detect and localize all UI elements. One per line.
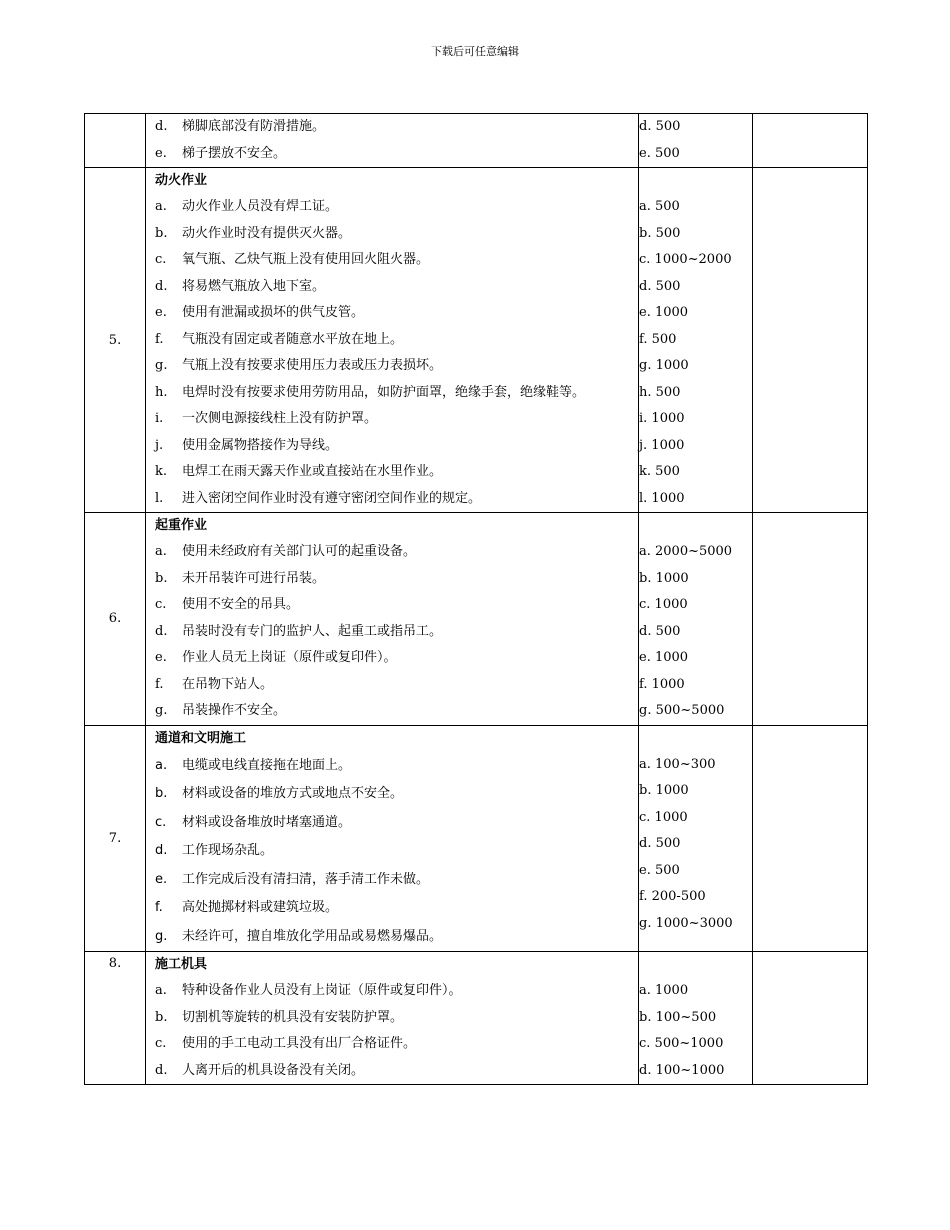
list-item: f. 气瓶没有固定或者随意水平放在地上。 xyxy=(155,331,404,347)
page-header: 下载后可任意编辑 xyxy=(431,45,519,58)
list-item: j. 使用金属物搭接作为导线。 xyxy=(155,437,339,453)
list-item: d. 人离开后的机具设备没有关闭。 xyxy=(155,1062,365,1078)
row-number: 8. xyxy=(85,952,146,1085)
list-item: i. 一次侧电源接线柱上没有防护罩。 xyxy=(155,411,378,426)
list-item: c. 使用的手工电动工具没有出厂合格证件。 xyxy=(155,1036,417,1051)
row-content xyxy=(146,725,639,952)
list-item: g. 气瓶上没有按要求使用压力表或压力表损坏。 xyxy=(155,358,443,373)
list-item: g. 未经许可，擅自堆放化学用品或易燃易爆品。 xyxy=(155,928,443,944)
list-item: a. 使用未经政府有关部门认可的起重设备。 xyxy=(155,544,417,559)
row-number: 7. xyxy=(85,725,146,952)
list-item: e. 使用有泄漏或损坏的供气皮管。 xyxy=(155,305,365,320)
table-row xyxy=(85,725,868,952)
list-item: a. 动火作业人员没有焊工证。 xyxy=(155,199,339,214)
row-content xyxy=(146,952,639,1085)
list-item: b. 材料或设备的堆放方式或地点不安全。 xyxy=(155,786,404,801)
list-item: d. 将易燃气瓶放入地下室。 xyxy=(155,278,326,294)
row-number: 5. xyxy=(85,168,146,513)
list-item: a. 电缆或电线直接拖在地面上。 xyxy=(155,757,352,773)
list-item: e. 作业人员无上岗证（原件或复印件）。 xyxy=(155,650,397,665)
section-title: 起重作业 xyxy=(155,518,208,533)
list-item: b. 未开吊装许可进行吊装。 xyxy=(155,570,326,586)
row-content xyxy=(146,168,639,513)
row-points: a. 2000~5000 b. 1000 c. 1000 d. 500 e. 1000 f. 1000 g. 500~5000 xyxy=(639,513,753,726)
list-item: g. 吊装操作不安全。 xyxy=(155,703,287,718)
section-title: 施工机具 xyxy=(155,957,208,972)
row-points: a. 500 b. 500 c. 1000~2000 d. 500 e. 1000 f. 500 g. 1000 h. 500 i. 1000 j. 1000 k. 500 l. 1000 xyxy=(639,168,753,513)
penalty-table xyxy=(84,113,868,1085)
table-row xyxy=(85,114,868,168)
list-item: e. 工作完成后没有清扫清，落手清工作未做。 xyxy=(155,871,430,887)
section-title: 动火作业 xyxy=(155,173,208,188)
table-row xyxy=(85,168,868,513)
row-content xyxy=(146,513,639,726)
list-item: f. 高处抛掷材料或建筑垃圾。 xyxy=(155,900,339,915)
row-number xyxy=(85,114,146,168)
row-number: 6. xyxy=(85,513,146,726)
list-item: d. 吊装时没有专门的监护人、起重工或指吊工。 xyxy=(155,623,443,639)
row-remark xyxy=(753,513,868,726)
list-item: b. 切割机等旋转的机具没有安装防护罩。 xyxy=(155,1009,404,1025)
row-remark xyxy=(753,725,868,952)
list-item: c. 氧气瓶、乙炔气瓶上没有使用回火阻火器。 xyxy=(155,252,430,267)
list-item: b. 动火作业时没有提供灭火器。 xyxy=(155,225,352,241)
list-item: d. 工作现场杂乱。 xyxy=(155,843,274,858)
list-item: k. 电焊工在雨天露天作业或直接站在水里作业。 xyxy=(155,464,443,479)
row-content xyxy=(146,114,639,168)
row-remark xyxy=(753,952,868,1085)
list-item: h. 电焊时没有按要求使用劳防用品，如防护面罩，绝缘手套，绝缘鞋等。 xyxy=(155,384,586,400)
section-title: 通道和文明施工 xyxy=(155,730,247,746)
row-remark xyxy=(753,168,868,513)
list-item: d. 梯脚底部没有防滑措施。 xyxy=(155,119,326,134)
row-points: a. 1000 b. 100~500 c. 500~1000 d. 100~1000 xyxy=(639,952,753,1085)
list-item: e. 梯子摆放不安全。 xyxy=(155,145,287,161)
table-row xyxy=(85,513,868,726)
list-item: c. 使用不安全的吊具。 xyxy=(155,597,300,612)
table-row xyxy=(85,952,868,1085)
row-points: a. 100~300 b. 1000 c. 1000 d. 500 e. 500 f. 200-500 g. 1000~3000 xyxy=(639,725,753,952)
row-points: d. 500 e. 500 xyxy=(639,114,753,168)
row-remark xyxy=(753,114,868,168)
list-item: l. 进入密闭空间作业时没有遵守密闭空间作业的规定。 xyxy=(155,490,482,506)
list-item: f. 在吊物下站人。 xyxy=(155,676,274,692)
list-item: a. 特种设备作业人员没有上岗证（原件或复印件）。 xyxy=(155,983,462,998)
list-item: c. 材料或设备堆放时堵塞通道。 xyxy=(155,814,352,830)
